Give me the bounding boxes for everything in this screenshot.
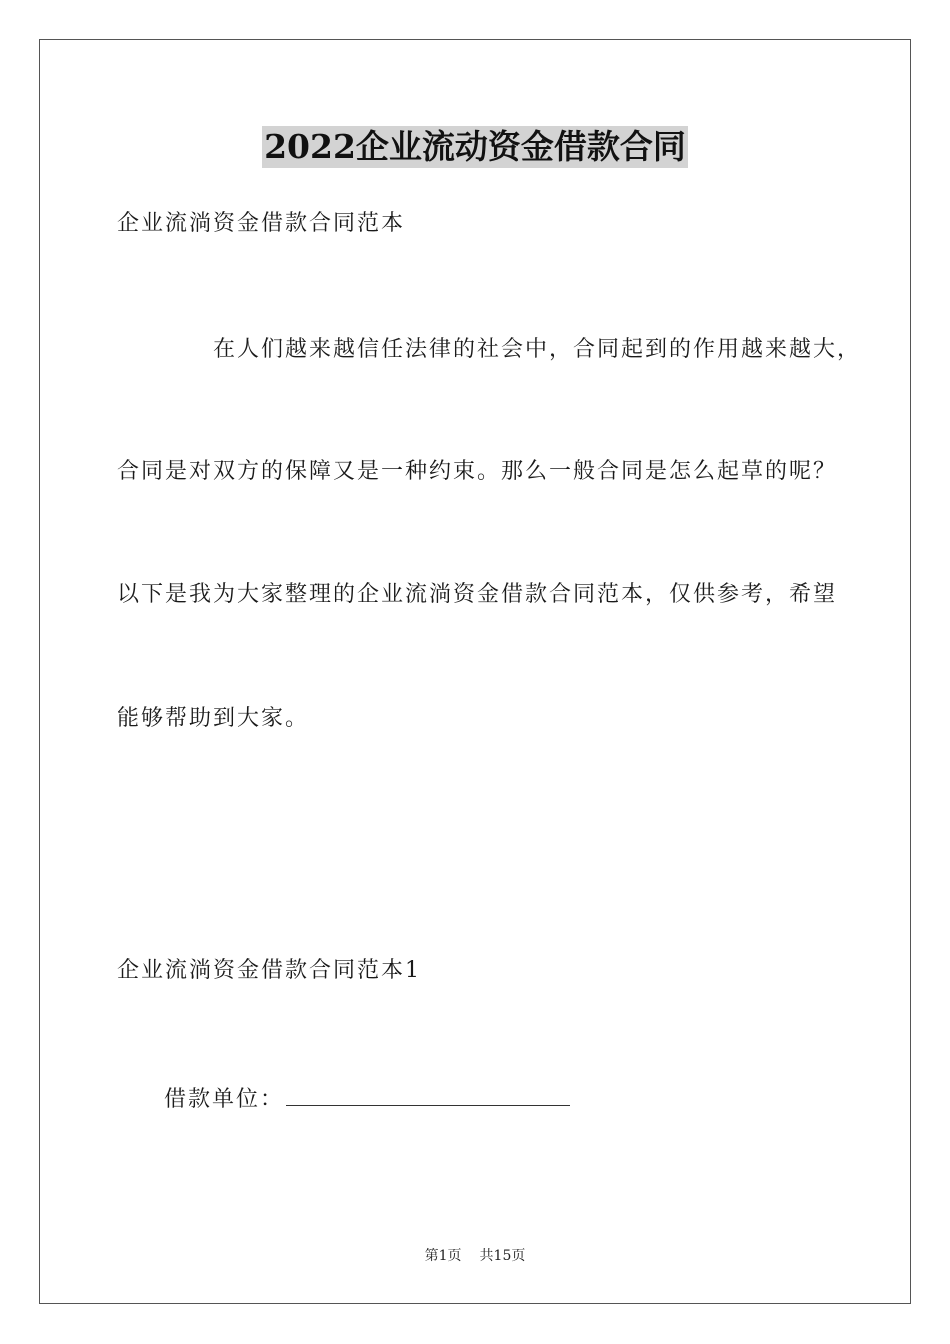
page-number-total: 共15页 [479, 1248, 526, 1264]
title-container [0, 126, 950, 168]
paragraph-line-1: 在人们越来越信任法律的社会中，合同起到的作用越来越大， [213, 337, 862, 362]
paragraph-line-2: 合同是对双方的保障又是一种约束。那么一般合同是怎么起草的呢？ [117, 459, 838, 484]
page-number-current: 第1页 [424, 1248, 462, 1264]
borrower-field [164, 1081, 570, 1115]
borrower-label: 借款单位： [164, 1087, 285, 1112]
section-heading: 企业流淌资金借款合同范本1 [117, 958, 421, 983]
document-subtitle: 企业流淌资金借款合同范本 [117, 211, 406, 236]
paragraph-line-3: 以下是我为大家整理的企业流淌资金借款合同范本，仅供参考，希望 [117, 582, 838, 607]
document-title: 2022企业流动资金借款合同 [264, 127, 686, 166]
paragraph-line-4: 能够帮助到大家。 [117, 706, 310, 731]
borrower-blank-line[interactable] [286, 1081, 570, 1106]
page-footer [0, 1247, 950, 1265]
